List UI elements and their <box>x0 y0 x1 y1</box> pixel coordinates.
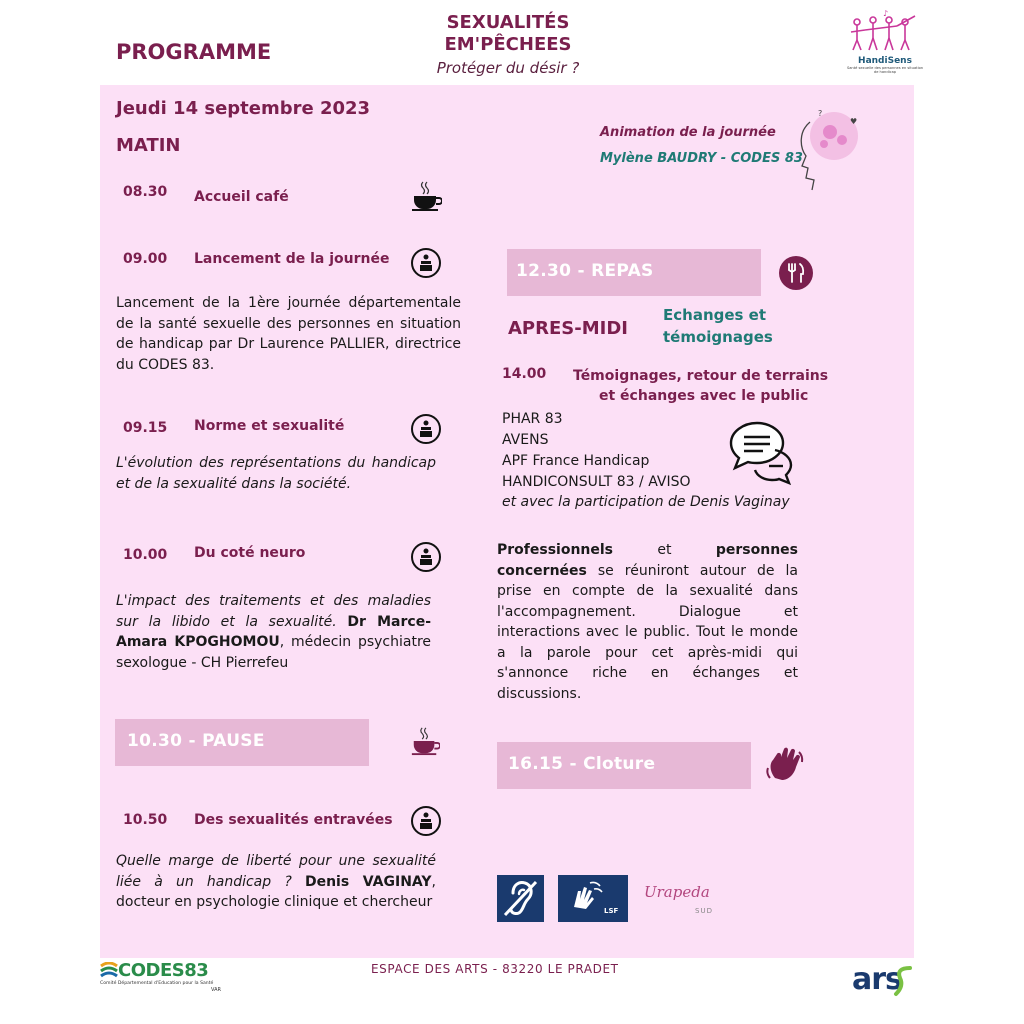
svg-text:?: ? <box>818 109 823 118</box>
desc-connector: et <box>613 542 716 558</box>
waving-hand-icon <box>765 744 807 782</box>
hearing-loop-logo <box>497 875 544 922</box>
sign-hands-icon <box>568 879 608 911</box>
speaker-name-vaginay: Denis VAGINAY <box>304 873 432 890</box>
handisens-logo <box>845 8 925 74</box>
session-body-1050 <box>116 851 436 913</box>
speaker-role-vaginay: , docteur en psychologie clinique et chercheur <box>116 873 436 910</box>
session-title-1400-line1: Témoignages, retour de terrains <box>573 368 829 384</box>
session-body-1000 <box>116 591 431 673</box>
session-time-1400: 14.00 <box>502 366 547 382</box>
session-time-1050: 10.50 <box>123 812 168 828</box>
programme-heading: PROGRAMME <box>116 40 272 64</box>
desc-personnes: personnes concernées <box>497 542 798 579</box>
session-title-0915: Norme et sexualité <box>194 418 345 434</box>
session-time-0830: 08.30 <box>123 184 168 200</box>
speaker-podium-icon <box>411 806 441 836</box>
session-time-0915: 09.15 <box>123 420 168 436</box>
svg-text:♪: ♪ <box>883 9 889 18</box>
urapeda-sub: SUD <box>695 907 713 915</box>
desc-professionnels: Professionnels <box>497 542 614 558</box>
speaker-podium-icon <box>411 414 441 444</box>
echanges-line2: témoignages <box>663 328 773 346</box>
handisens-tagline: Santé sexuelle des personnes en situation de handicap <box>846 66 924 75</box>
session-title-1400 <box>573 366 828 406</box>
ars-logo <box>852 962 918 1002</box>
chat-bubbles-icon <box>727 420 797 486</box>
codes83-logo <box>100 960 225 998</box>
speaker-name-kpoghomou: Dr Marce-Amara KPOGHOMOU <box>116 613 432 650</box>
echanges-line1: Echanges et <box>663 306 767 324</box>
cloture-label: 16.15 - Cloture <box>508 754 656 774</box>
session-body-1000-intro: L'impact des traitements et des maladies sur la libido et la sexualité. <box>116 593 431 630</box>
ars-logo-text: ars <box>852 962 902 997</box>
matin-heading: MATIN <box>116 135 181 156</box>
session-title-0830: Accueil café <box>194 189 289 205</box>
org-avens: AVENS <box>502 432 549 448</box>
session-time-0900: 09.00 <box>123 251 168 267</box>
ear-icon <box>497 875 544 922</box>
repas-label: 12.30 - REPAS <box>516 261 654 281</box>
head-illustration-icon <box>788 102 868 192</box>
coffee-cup-icon <box>410 726 440 756</box>
session-title-1400-line2: et échanges avec le public <box>599 388 809 404</box>
session-body-0915: L'évolution des représentations du handicap et de la sexualité dans la société. <box>116 455 436 492</box>
animation-label: Animation de la journée <box>600 125 776 140</box>
codes83-subtitle: Comité Départemental d'Education pour la Santé <box>100 981 214 986</box>
lsf-label: LSF <box>604 907 619 915</box>
people-icon <box>845 8 925 52</box>
fork-knife-icon <box>778 255 814 291</box>
participation-note: et avec la participation de Denis Vaginay <box>502 494 790 510</box>
org-phar: PHAR 83 <box>502 411 563 427</box>
event-title-line2: EM'PÊCHEES <box>444 34 572 55</box>
svg-text:♥: ♥ <box>850 117 858 126</box>
session-title-0900: Lancement de la journée <box>194 251 390 267</box>
session-title-1000: Du coté neuro <box>194 545 306 561</box>
apres-midi-heading: APRES-MIDI <box>508 318 628 339</box>
session-body-1050-intro: Quelle marge de liberté pour une sexualité liée à un handicap ? <box>116 853 436 890</box>
event-title-line1: SEXUALITÉS <box>446 12 570 33</box>
session-time-1000: 10.00 <box>123 547 168 563</box>
desc-rest: se réuniront autour de la prise en compte de la sexualité dans l'accompagnement. Dialogue et interactions avec le public. Tout le monde a la parole pour cet après-midi qui s'annonce riche en échanges et discussions. <box>497 562 798 702</box>
animation-person: Mylène BAUDRY - CODES 83 <box>600 151 803 166</box>
handisens-name: HandiSens <box>858 56 912 66</box>
echanges-subheading <box>663 304 773 348</box>
org-handiconsult: HANDICONSULT 83 / AVISO <box>502 474 691 490</box>
speaker-podium-icon <box>411 248 441 278</box>
lsf-logo <box>558 875 628 922</box>
org-apf: APF France Handicap <box>502 453 650 469</box>
urapeda-logo-text: Urapeda <box>644 883 710 901</box>
coffee-cup-icon <box>410 180 442 212</box>
session-title-1050: Des sexualités entravées <box>194 812 393 828</box>
ars-swoosh-icon <box>892 964 914 1000</box>
codes83-var: VAR <box>211 987 221 993</box>
speaker-role-kpoghomou: , médecin psychiatre sexologue - CH Pierrefeu <box>116 634 432 671</box>
codes-leaf-icon <box>100 962 118 980</box>
afternoon-description <box>497 540 798 704</box>
speaker-podium-icon <box>411 542 441 572</box>
event-title <box>380 12 636 56</box>
event-subtitle: Protéger du désir ? <box>436 59 580 77</box>
venue-address: ESPACE DES ARTS - 83220 LE PRADET <box>371 962 619 976</box>
pause-label: 10.30 - PAUSE <box>127 731 265 751</box>
session-body-0900: Lancement de la 1ère journée départementale de la santé sexuelle des personnes en situation de handicap par Dr Laurence PALLIER, directrice du CODES 83. <box>116 295 461 373</box>
codes83-name: CODES83 <box>118 960 209 981</box>
event-date: Jeudi 14 septembre 2023 <box>116 98 371 119</box>
